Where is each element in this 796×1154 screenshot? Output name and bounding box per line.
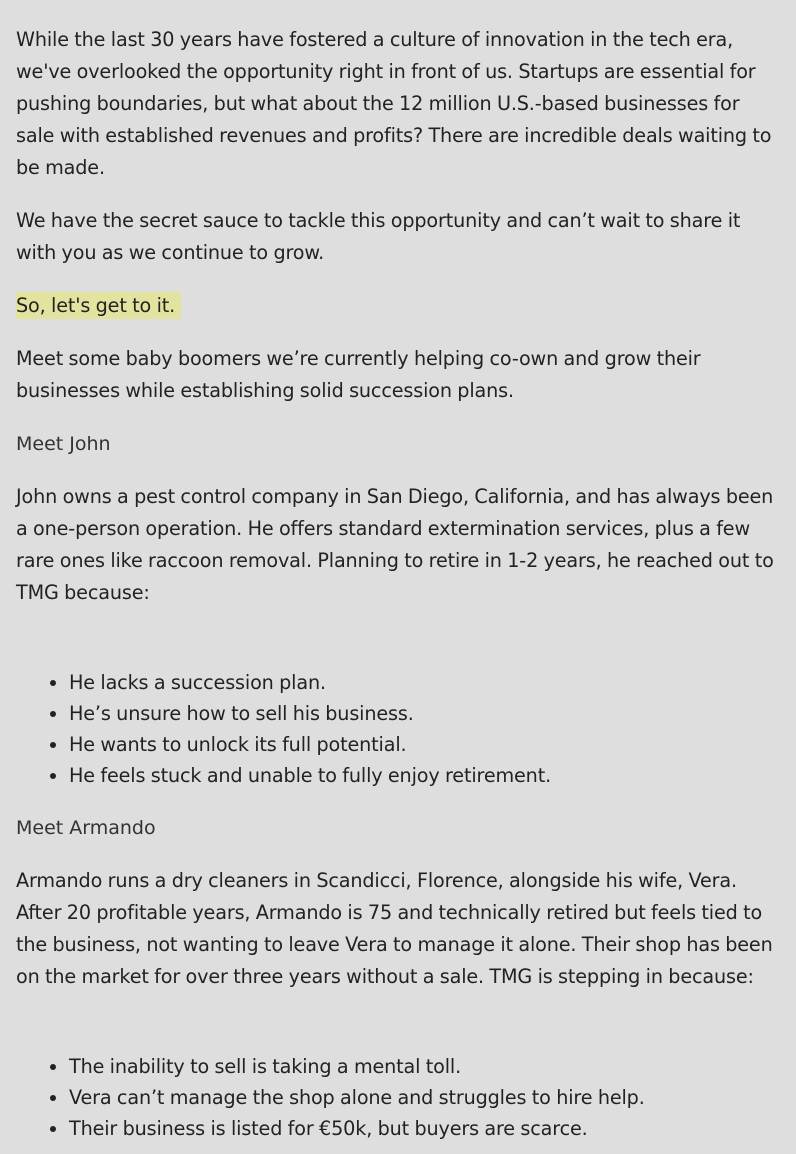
- john-heading: Meet John: [16, 433, 111, 455]
- john-bullet-list: [16, 630, 780, 791]
- armando-paragraph: Armando runs a dry cleaners in Scandicci, Florence, alongside his wife, Vera. After 20 profitable years, Armando is 75 and technically retired but feels tied to the business, not wanting to leave Vera to manage it alone. Their shop has been on the market for over three years without a sale. TMG is stepping in because:: [16, 869, 773, 988]
- highlighted-line: So, let's get to it.: [16, 292, 181, 319]
- list-item: • The inability to sell is taking a mental toll.: [69, 1051, 780, 1082]
- intro-paragraph: While the last 30 years have fostered a culture of innovation in the tech era, we've overlooked the opportunity right in front of us. Startups are essential for pushing boundaries, but what about the 12 million U.S.-based businesses for sale with established revenues and profits? There are incredible deals waiting to be made.: [16, 28, 772, 179]
- john-paragraph: John owns a pest control company in San Diego, California, and has always been a one-person operation. He offers standard extermination services, plus a few rare ones like raccoon removal. Planning to retire in 1-2 years, he reached out to TMG because:: [16, 485, 774, 604]
- secret-sauce-paragraph: We have the secret sauce to tackle this opportunity and can’t wait to share it with you as we continue to grow.: [16, 209, 741, 264]
- list-item: • He wants to unlock its full potential.: [69, 729, 780, 760]
- list-item: • He feels stuck and unable to fully enjoy retirement.: [69, 760, 780, 791]
- meet-boomers-paragraph: Meet some baby boomers we’re currently helping co-own and grow their businesses while establishing solid succession plans.: [16, 347, 701, 402]
- list-item: • He lacks a succession plan.: [69, 667, 780, 698]
- list-item: • Their business is listed for €50k, but buyers are scarce.: [69, 1113, 780, 1144]
- armando-heading: Meet Armando: [16, 817, 156, 839]
- highlighted-line-container: [16, 290, 780, 322]
- armando-bullet-list: [16, 1014, 780, 1144]
- list-item: • He’s unsure how to sell his business.: [69, 698, 780, 729]
- list-item: • Vera can’t manage the shop alone and struggles to hire help.: [69, 1082, 780, 1113]
